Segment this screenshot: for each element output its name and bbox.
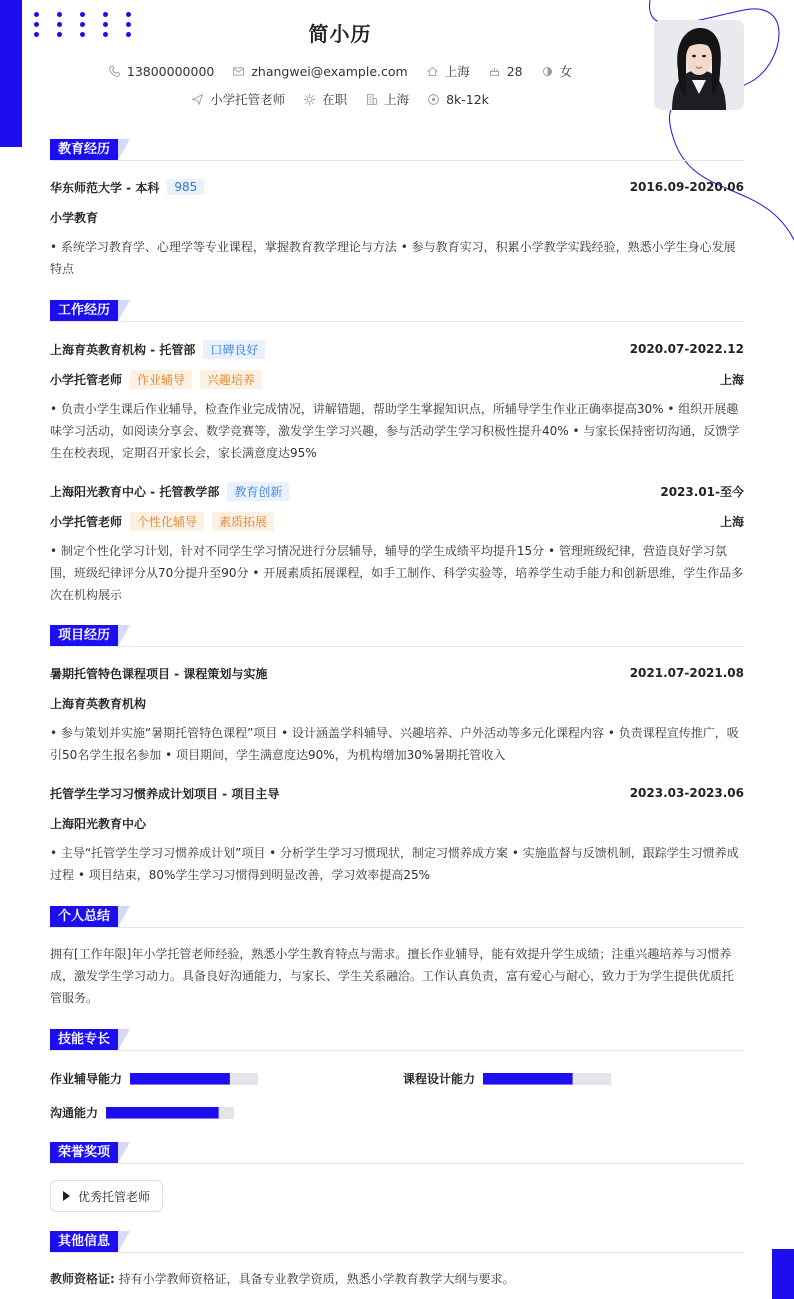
work-item-2-role (50, 512, 744, 530)
contact-email: zhangwei@example.com (232, 64, 407, 79)
project-date: 2023.03-2023.06 (629, 786, 744, 800)
project-1-org-row (50, 694, 744, 712)
work-item-1-header (50, 340, 744, 358)
skill-bar (106, 1107, 234, 1119)
send-icon (191, 93, 204, 106)
contact-salary: 8k-12k (427, 92, 489, 107)
divider (50, 1252, 744, 1253)
skill-bar (130, 1073, 258, 1085)
work-date: 2023.01-至今 (660, 484, 744, 499)
section-other (50, 1231, 118, 1252)
company-name: 上海阳光教育中心 - 托管教学部 (50, 484, 220, 499)
education-description: • 系统学习教育学、心理学等专业课程，掌握教育教学理论与方法 • 参与教育实习，积累小学教学实践经验，熟悉小学生身心发展特点 (50, 240, 736, 276)
contact-phone: 13800000000 (108, 64, 214, 79)
contact-age: 28 (488, 64, 523, 79)
education-major-row (50, 208, 744, 226)
section-skills-title: 技能专长 (50, 1029, 118, 1050)
job-role: 小学托管老师 (50, 514, 123, 529)
section-education (50, 139, 118, 160)
project-date: 2021.07-2021.08 (629, 666, 744, 680)
contact-work-city: 上海 (365, 90, 409, 108)
contact-city: 上海 (426, 62, 470, 80)
skill-name: 沟通能力 (50, 1106, 99, 1120)
project-org: 上海育英教育机构 (50, 696, 147, 711)
role-tag: 个性化辅导 (130, 512, 204, 531)
skill-name: 课程设计能力 (403, 1072, 476, 1086)
contact-row-1 (0, 62, 680, 81)
work-date: 2020.07-2022.12 (629, 342, 744, 356)
section-summary (50, 906, 118, 927)
section-projects (50, 625, 118, 646)
project-description: • 参与策划并实施“暑期托管特色课程”项目 • 设计涵盖学科辅导、兴趣培养、户外活动等多元化课程内容 • 负责课程宣传推广，吸引50名学生报名参加 • 项目期间，学生满意度达90%，为机构增加30%暑期托管收入 (50, 726, 739, 762)
skill-bar-fill (130, 1073, 230, 1085)
education-header (50, 178, 744, 196)
home-icon (426, 65, 439, 78)
profile-photo (654, 20, 744, 110)
education-date: 2016.09-2020.06 (629, 180, 744, 194)
role-tag: 作业辅导 (130, 370, 192, 389)
other-info (50, 1268, 744, 1290)
work-description: • 制定个性化学习计划，针对不同学生学习情况进行分层辅导，辅导的学生成绩平均提升15分 • 管理班级纪律，营造良好学习氛围，班级纪律评分从70分提升至90分 • 开展素质拓展课程，如手工制作、科学实验等，培养学生动手能力和创新思维，学生作品多次在机构展示 (50, 544, 744, 602)
contact-position: 小学托管老师 (191, 90, 285, 108)
other-info-text: 持有小学教师资格证，具备专业教学资质，熟悉小学教育教学大纲与要求。 (118, 1272, 515, 1286)
section-skills (50, 1029, 118, 1050)
project-1-header (50, 664, 744, 682)
company-name: 上海育英教育机构 - 托管部 (50, 342, 196, 357)
project-2-header (50, 784, 744, 802)
status-icon (303, 93, 316, 106)
section-work-title: 工作经历 (50, 300, 118, 321)
play-icon (63, 1191, 70, 1201)
section-awards (50, 1142, 118, 1163)
skill-bar-fill (483, 1073, 573, 1085)
divider (50, 1050, 744, 1051)
skill-bar-fill (106, 1107, 219, 1119)
project-description: • 主导“托管学生学习习惯养成计划”项目 • 分析学生学习习惯现状，制定习惯养成方案 • 实施监督与反馈机制，跟踪学生习惯养成过程 • 项目结束，80%学生学习习惯得到明显改善，学习效率提高25% (50, 846, 739, 882)
accent-bar-right (772, 1249, 794, 1299)
skill-name: 作业辅导能力 (50, 1072, 123, 1086)
salary-icon (427, 93, 440, 106)
divider (50, 1163, 744, 1164)
candidate-name: 简小历 (308, 22, 372, 46)
project-org: 上海阳光教育中心 (50, 816, 147, 831)
skill-bar (483, 1073, 611, 1085)
section-other-title: 其他信息 (50, 1231, 118, 1252)
section-education-title: 教育经历 (50, 139, 118, 160)
section-awards-title: 荣誉奖项 (50, 1142, 118, 1163)
work-item-1-role (50, 370, 744, 388)
role-tag: 兴趣培养 (200, 370, 262, 389)
contact-gender: 女 (541, 62, 573, 80)
skill-item (403, 1070, 611, 1087)
phone-icon (108, 65, 121, 78)
other-info-label: 教师资格证: (50, 1272, 115, 1286)
role-tag: 素质拓展 (212, 512, 274, 531)
project-name: 托管学生学习习惯养成计划项目 - 项目主导 (50, 786, 280, 801)
contact-row-2 (0, 90, 680, 109)
skill-item (50, 1104, 234, 1121)
section-projects-title: 项目经历 (50, 625, 118, 646)
work-description: • 负责小学生课后作业辅导，检查作业完成情况，讲解错题，帮助学生掌握知识点，所辅导学生作业正确率提高30% • 组织开展趣味学习活动，如阅读分享会、数学竞赛等，激发学生学习兴趣，参与活动学生学习积极性提升40% • 与家长保持密切沟通，反馈学生在校表现，定期召开家长会，家长满意度达95% (50, 402, 740, 460)
gender-icon (541, 65, 554, 78)
work-location: 上海 (719, 514, 744, 529)
project-2-org-row (50, 814, 744, 832)
age-icon (488, 65, 501, 78)
company-badge: 口碑良好 (203, 340, 265, 359)
divider (50, 321, 744, 322)
work-item-2-header (50, 482, 744, 500)
job-role: 小学托管老师 (50, 372, 123, 387)
section-summary-title: 个人总结 (50, 906, 118, 927)
education-major: 小学教育 (50, 210, 99, 225)
divider (50, 927, 744, 928)
mail-icon (232, 65, 245, 78)
project-name: 暑期托管特色课程项目 - 课程策划与实施 (50, 666, 268, 681)
building-icon (365, 93, 378, 106)
school-name: 华东师范大学 - 本科 (50, 180, 160, 195)
divider (50, 646, 744, 647)
school-badge: 985 (167, 179, 204, 195)
divider (50, 160, 744, 161)
contact-status: 在职 (303, 90, 347, 108)
skill-item (50, 1070, 258, 1087)
award-name: 优秀托管老师 (78, 1189, 151, 1204)
section-work (50, 300, 118, 321)
work-location: 上海 (719, 372, 744, 387)
award-item[interactable] (50, 1180, 163, 1212)
summary-text: 拥有[工作年限]年小学托管老师经验，熟悉小学生教育特点与需求。擅长作业辅导，能有效提升学生成绩；注重兴趣培养与习惯养成，激发学生学习动力。具备良好沟通能力，与家长、学生关系融洽。工作认真负责，富有爱心与耐心，致力于为学生提供优质托管服务。 (50, 947, 735, 1005)
company-badge: 教育创新 (227, 482, 289, 501)
